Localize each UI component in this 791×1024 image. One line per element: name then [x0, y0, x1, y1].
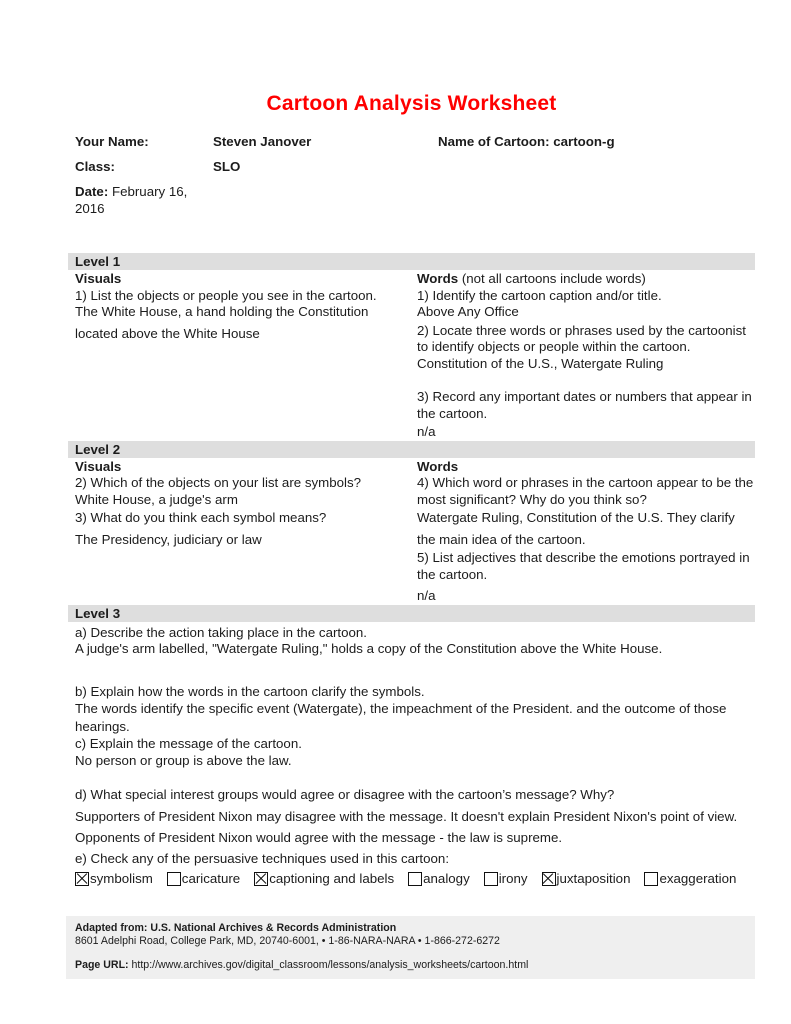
- page-url-line: [75, 959, 747, 973]
- checkbox-label: irony: [498, 871, 528, 886]
- answer: the main idea of the cartoon.: [417, 531, 586, 547]
- class-label: Class:: [75, 159, 115, 174]
- technique-irony: [484, 871, 528, 888]
- question: e) Check any of the persuasive techniques used in this cartoon:: [75, 850, 450, 866]
- worksheet-content: [68, 92, 755, 979]
- persuasive-techniques-row: [75, 871, 755, 888]
- answer: Opponents of President Nixon would agree with the message - the law is supreme.: [75, 830, 563, 845]
- technique-symbolism: [75, 871, 153, 888]
- level-3-section: [68, 625, 755, 888]
- level-1-words-column: [417, 271, 755, 441]
- question: b) Explain how the words in the cartoon clarify the symbols.: [75, 683, 425, 699]
- checkbox-label: exaggeration: [659, 871, 737, 886]
- technique-analogy: [408, 871, 470, 888]
- date-label: Date:: [75, 184, 109, 199]
- technique-exaggeration: [644, 871, 736, 888]
- answer: n/a: [417, 588, 436, 603]
- level-1-section: [68, 270, 755, 441]
- adapted-from-label: Adapted from:: [75, 921, 148, 934]
- header-fields: [68, 133, 755, 217]
- checkbox-label: caricature: [181, 871, 241, 886]
- adapted-from-value: U.S. National Archives & Records Administration: [147, 921, 397, 934]
- level-1-visuals-column: [75, 271, 417, 441]
- level-2-visuals-column: [75, 459, 417, 605]
- technique-captioning-and-labels: [254, 871, 394, 888]
- exaggeration-checkbox[interactable]: [644, 872, 658, 886]
- level-2-words-column: [417, 459, 755, 605]
- level-2-heading-bar: Level 2: [68, 441, 755, 458]
- date-field: [75, 183, 213, 217]
- analogy-checkbox[interactable]: [408, 872, 422, 886]
- spacer: [75, 949, 747, 959]
- answer: Watergate Ruling, Constitution of the U.S. They clarify: [417, 510, 735, 525]
- checkbox-label: captioning and labels: [269, 871, 395, 886]
- checkbox-label: analogy: [423, 871, 470, 886]
- answer: Above Any Office: [417, 304, 519, 319]
- checkbox-label: symbolism: [90, 871, 153, 886]
- captioning-checkbox[interactable]: [254, 872, 268, 886]
- answer: The White House, a hand holding the Constitution: [75, 304, 369, 319]
- question: 3) What do you think each symbol means?: [75, 510, 327, 525]
- answer: located above the White House: [75, 325, 260, 341]
- level-3-heading-bar: Level 3: [68, 605, 755, 622]
- caricature-checkbox[interactable]: [167, 872, 181, 886]
- question: 4) Which word or phrases in the cartoon appear to be the most significant? Why do you think so?: [417, 475, 754, 507]
- question: a) Describe the action taking place in the cartoon.: [75, 624, 367, 640]
- page-title: Cartoon Analysis Worksheet: [266, 92, 557, 115]
- words-heading: Words (not all cartoons include words): [417, 271, 646, 286]
- irony-checkbox[interactable]: [484, 872, 498, 886]
- answer: Supporters of President Nixon may disagree with the message. It doesn't explain President Nixon's point of view.: [75, 808, 738, 824]
- date-value: February 16, 2016: [75, 184, 188, 216]
- question: 1) Identify the cartoon caption and/or title.: [417, 287, 662, 303]
- level-1-heading-bar: Level 1: [68, 253, 755, 270]
- words-heading: Words: [417, 458, 459, 474]
- cartoon-name-value: cartoon-g: [553, 134, 615, 149]
- answer: The words identify the specific event (Watergate), the impeachment of the President. and the outcome of those hearings.: [75, 701, 727, 734]
- visuals-heading: Visuals: [75, 458, 122, 474]
- your-name-value: Steven Janover: [213, 134, 312, 149]
- question: c) Explain the message of the cartoon.: [75, 736, 302, 751]
- source-attribution-footer: [66, 916, 755, 980]
- level-2-section: [68, 458, 755, 605]
- answer: n/a: [417, 424, 436, 439]
- question: 1) List the objects or people you see in the cartoon.: [75, 287, 377, 303]
- adapted-from-line: [75, 922, 747, 936]
- answer: White House, a judge's arm: [75, 491, 238, 507]
- class-value: SLO: [213, 159, 241, 174]
- checkbox-label: juxtaposition: [556, 871, 631, 886]
- juxtaposition-checkbox[interactable]: [542, 872, 556, 886]
- address-line: 8601 Adelphi Road, College Park, MD, 20740-6001, • 1-86-NARA-NARA • 1-866-272-6272: [75, 935, 500, 947]
- question: 2) Locate three words or phrases used by the cartoonist to identify objects or people within the cartoon.: [417, 322, 746, 354]
- question: 3) Record any important dates or numbers that appear in the cartoon.: [417, 389, 752, 421]
- question: 5) List adjectives that describe the emotions portrayed in the cartoon.: [417, 550, 750, 582]
- cartoon-name-label: Name of Cartoon:: [438, 134, 550, 149]
- your-name-label: Your Name:: [75, 134, 149, 149]
- page-url-label: Page URL:: [75, 958, 129, 971]
- answer: The Presidency, judiciary or law: [75, 531, 262, 547]
- answer: Constitution of the U.S., Watergate Ruling: [417, 355, 664, 371]
- visuals-heading: Visuals: [75, 271, 122, 286]
- symbolism-checkbox[interactable]: [75, 872, 89, 886]
- answer: A judge's arm labelled, "Watergate Ruling," holds a copy of the Constitution above the White House.: [75, 641, 663, 656]
- question: 2) Which of the objects on your list are symbols?: [75, 475, 362, 490]
- cartoon-name-field: [438, 133, 755, 150]
- page-url-value: http://www.archives.gov/digital_classroom/lessons/analysis_worksheets/cartoon.html: [128, 958, 529, 971]
- technique-juxtaposition: [542, 871, 631, 888]
- technique-caricature: [167, 871, 240, 888]
- question: d) What special interest groups would agree or disagree with the cartoon’s message? Why?: [75, 787, 615, 802]
- answer: No person or group is above the law.: [75, 752, 292, 768]
